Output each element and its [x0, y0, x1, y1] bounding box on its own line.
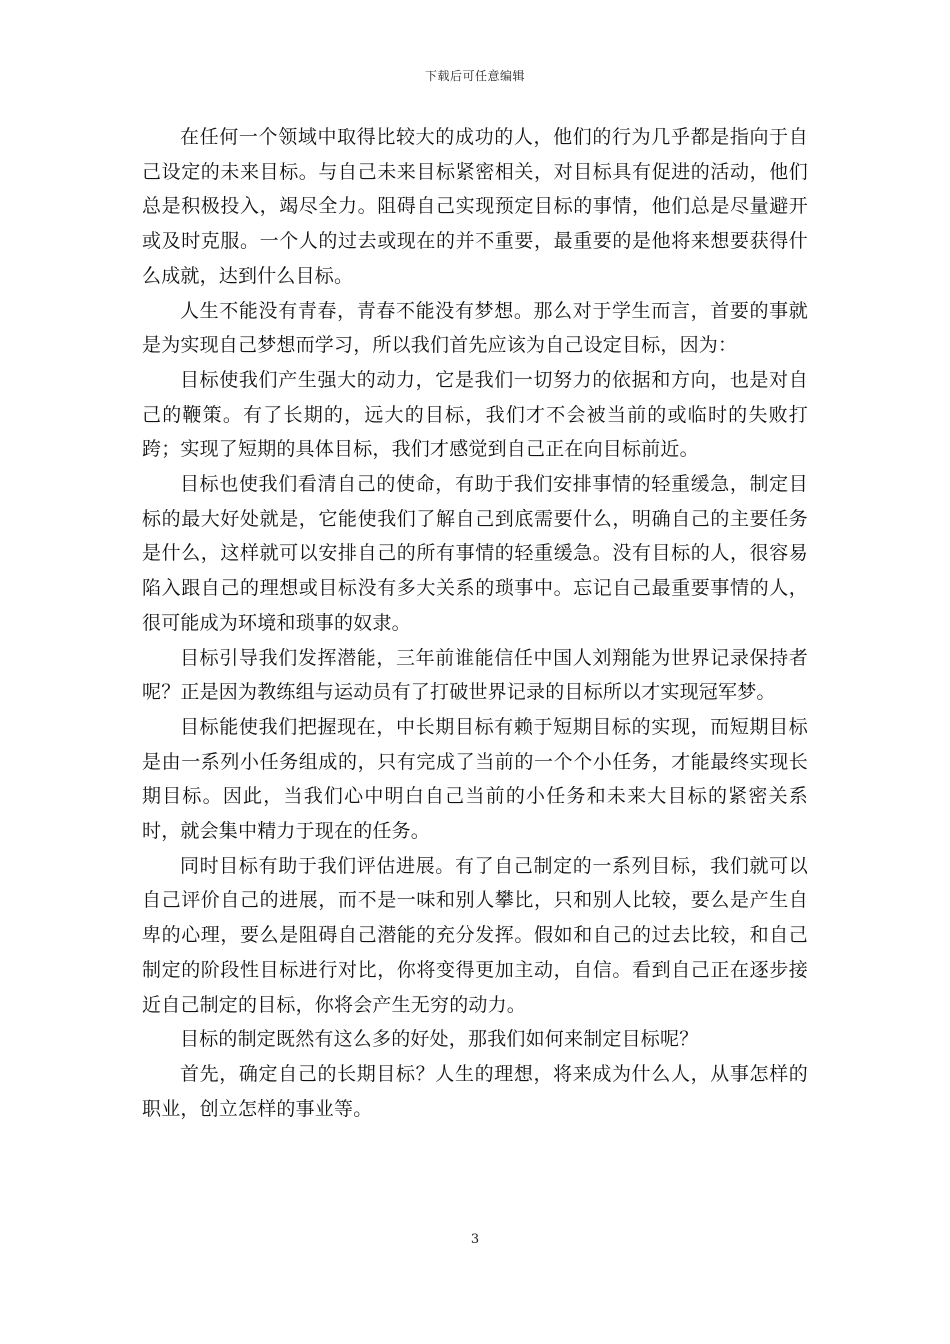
paragraph: 在任何一个领域中取得比较大的成功的人，他们的行为几乎都是指向于自己设定的未来目标。与自己未来目标紧密相关，对目标具有促进的活动，他们总是积极投入，竭尽全力。阻碍自己实现预定目标的事情，他们总是尽量避开或及时克服。一个人的过去或现在的并不重要，最重要的是他将来想要获得什么成就，达到什么目标。: [142, 126, 808, 287]
document-body: [142, 120, 808, 1126]
page-header: 下载后可任意编辑: [424, 69, 525, 83]
paragraph: 目标使我们产生强大的动力，它是我们一切努力的依据和方向，也是对自己的鞭策。有了长期的，远大的目标，我们才不会被当前的或临时的失败打跨；实现了短期的具体目标，我们才感觉到自己正在向目标前近。: [142, 368, 808, 461]
paragraph: 目标的制定既然有这么多的好处，那我们如何来制定目标呢？: [180, 1028, 699, 1051]
paragraph: 目标能使我们把握现在，中长期目标有赖于短期目标的实现，而短期目标是由一系列小任务组成的，只有完成了当前的一个个小任务，才能最终实现长期目标。因此，当我们心中明白自己当前的小任务和未来大目标的紧密关系时，就会集中精力于现在的任务。: [142, 715, 808, 843]
paragraph: 同时目标有助于我们评估进展。有了自己制定的一系列目标，我们就可以自己评价自己的进展，而不是一味和别人攀比，只和别人比较，要么是产生自卑的心理，要么是阻碍自己潜能的充分发挥。假如和自己的过去比较，和自己制定的阶段性目标进行对比，你将变得更加主动，自信。看到自己正在逐步接近自己制定的目标，你将会产生无穷的动力。: [142, 854, 808, 1016]
paragraph: 目标引导我们发挥潜能，三年前谁能信任中国人刘翔能为世界记录保持者呢？正是因为教练组与运动员有了打破世界记录的目标所以才实现冠军梦。: [142, 646, 808, 704]
page-number: 3: [470, 1232, 480, 1247]
paragraph: 人生不能没有青春，青春不能没有梦想。那么对于学生而言，首要的事就是为实现自己梦想而学习，所以我们首先应该为自己设定目标，因为：: [142, 299, 808, 357]
paragraph: 目标也使我们看清自己的使命，有助于我们安排事情的轻重缓急，制定目标的最大好处就是，它能使我们了解自己到底需要什么，明确自己的主要任务是什么，这样就可以安排自己的所有事情的轻重缓急。没有目标的人，很容易陷入跟自己的理想或目标没有多大关系的琐事中。忘记自己最重要事情的人，很可能成为环境和琐事的奴隶。: [142, 473, 808, 634]
paragraph: 首先，确定自己的长期目标？人生的理想，将来成为什么人，从事怎样的职业，创立怎样的事业等。: [142, 1062, 808, 1120]
